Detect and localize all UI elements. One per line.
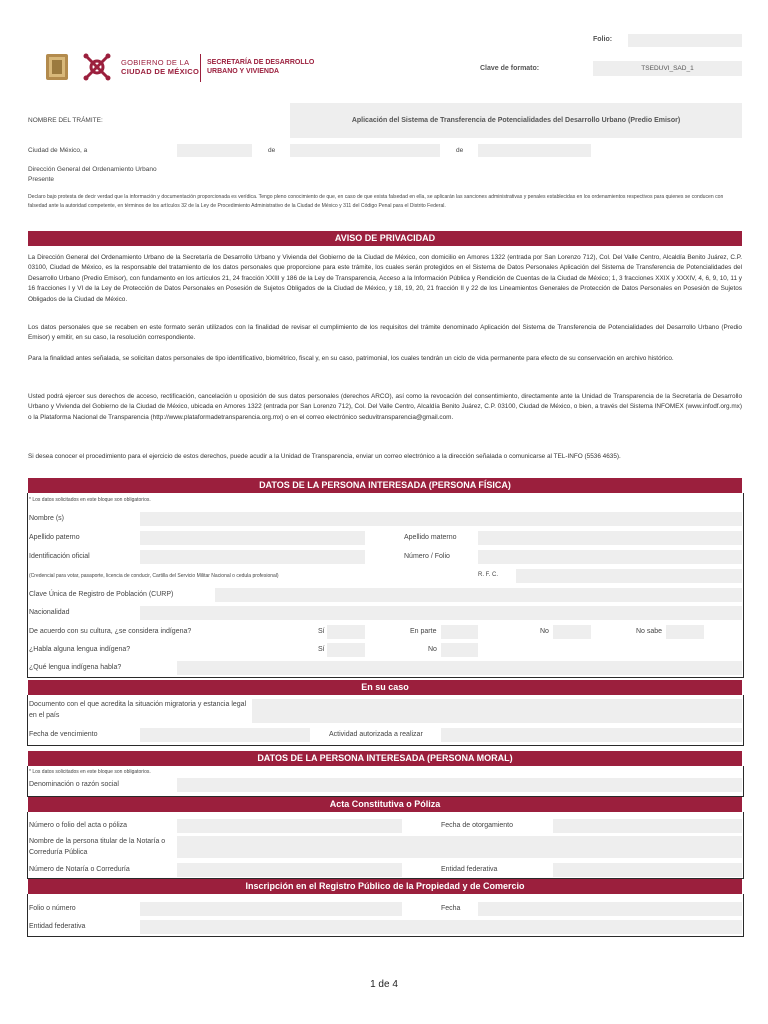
aviso-p1: La Dirección General del Ordenamiento Urbano de la Secretaría de Desarrollo Urbano y Vivienda del Gobierno de la Ciudad de México, con domicilio en Amores 1322 (entrada por San Lorenzo 712), Col. Del Valle Centro, Alcaldía Benito Juárez, C.P. 03100, Ciudad de México, es la responsable del tratamiento de los datos personales que proporcione para este trámite, los cuales serán protegidos en el Sistema de Datos Personales Aplicación del Sistema de Transferencia de Potencialidades del Desarrollo Urbano (Predio Emisor), con fundamento en los artículos 21, 24 fracción XXIII y 186 de la Ley de Transparencia, Acceso a la Información Pública y Rendición de Cuentas de la Ciudad de México; 1, 3 fracciones XXIX y XXXIV, 4, 6, 9, 10, 11 y 16 fracciones I y VI de la Ley de Protección de Datos Personales en Posesión de Sujetos Obligados de la Ciudad de México, y 18, 19, 20, 21 fracción II y 22 de los Lineamientos Generales de Protección de Datos Personales en Posesión de Sujetos Obligados de la Ciudad de México. [28, 254, 742, 303]
aviso-p3: Para la finalidad antes señalada, se solicitan datos personales de tipo identificativo, biométrico, fiscal y, en su caso, patrimonial, los cuales tendrán un ciclo de vida permanente para efecto de su conservación en archivo histórico. [28, 355, 674, 362]
indigena-si-label: Sí [318, 628, 325, 635]
credencial-note: (Credencial para votar, pasaporte, licencia de conducir, Cartilla del Servicio Militar Nacional o cedula profesional) [29, 573, 279, 579]
nacionalidad-field[interactable] [140, 606, 742, 620]
year-field[interactable] [478, 144, 591, 157]
registro-entidad-field[interactable] [140, 920, 742, 934]
tramite-value: Aplicación del Sistema de Transferencia de Potencialidades del Desarrollo Urbano (Predio Emisor) [290, 103, 742, 138]
actividad-field[interactable] [441, 728, 742, 742]
habla-no-field[interactable] [441, 643, 478, 657]
habla-no-label: No [428, 646, 437, 653]
registro-fecha-label: Fecha [441, 905, 461, 912]
indigena-enparte-label: En parte [410, 628, 437, 635]
paterno-label: Apellido paterno [29, 534, 80, 541]
curp-label: Clave Única de Registro de Población (CURP) [29, 591, 174, 598]
declaracion-text: Declaro bajo protesta de decir verdad que la información y documentación proporcionada es verídica. Tengo pleno conocimiento de que, en caso de que exista falsedad en ella, se aplicarán las sanciones administrativas y penales establecidas en los ordenamientos respectivos para quienes se conducen con falsedad ante la autoridad competente, en términos de los artículos 32 de la Ley de Procedimiento Administrativo de la Ciudad de México y 311 del Código Penal para el Distrito Federal. [28, 194, 724, 209]
registro-folio-field[interactable] [140, 902, 402, 916]
fisica-note: * Los datos solicitados en este bloque son obligatorios. [29, 497, 151, 503]
identificacion-label: Identificación oficial [29, 553, 90, 560]
page-number: 1 de 4 [370, 979, 398, 990]
sec-logo-text: SECRETARÍA DE DESARROLLO URBANO Y VIVIENDA [207, 59, 315, 75]
tramite-label: NOMBRE DEL TRÁMITE: [28, 117, 103, 124]
paterno-field[interactable] [140, 531, 365, 545]
de-label-2: de [456, 147, 464, 154]
rfc-field[interactable] [516, 569, 742, 583]
materno-field[interactable] [478, 531, 742, 545]
day-field[interactable] [177, 144, 252, 157]
gov-logo-text: GOBIERNO DE LA CIUDAD DE MÉXICO [121, 58, 200, 76]
destinatario: Dirección General del Ordenamiento Urbano Presente [28, 166, 157, 183]
coat-of-arms-icon [45, 52, 69, 82]
logo-divider [200, 54, 201, 82]
registro-fecha-field[interactable] [478, 902, 742, 916]
nacionalidad-label: Nacionalidad [29, 609, 70, 616]
curp-field[interactable] [215, 588, 742, 602]
num-notaria-field[interactable] [177, 863, 402, 877]
habla-question: ¿Habla alguna lengua indígena? [29, 646, 131, 653]
moral-note: * Los datos solicitados en este bloque son obligatorios. [29, 769, 151, 775]
registro-band: Inscripción en el Registro Público de la Propiedad y de Comercio [28, 879, 742, 894]
aviso-p4: Usted podrá ejercer sus derechos de acceso, rectificación, cancelación u oposición de sus datos personales (derechos ARCO), así como la revocación del consentimiento, directamente ante la Unidad de Transparencia de la Secretaría de Desarrollo Urbano y Vivienda del Gobierno de la Ciudad de México, ubicada en Amores 1322 (entrada por San Lorenzo 712), Col. Del Valle Centro, Alcaldía Benito Juárez, C.P. 03100, Ciudad de México, o bien, a través del Sistema INFOMEX (www.infodf.org.mx) o la Plataforma Nacional de Transparencia (http://www.plataformadetransparencia.org.mx) o en el correo electrónico seduvitransparencia@gmail.com. [28, 393, 742, 421]
folio-label: Folio: [593, 36, 613, 43]
acta-numero-field[interactable] [177, 819, 402, 833]
que-lengua-label: ¿Qué lengua indígena habla? [29, 664, 122, 671]
numero-folio-field[interactable] [478, 550, 742, 564]
habla-si-field[interactable] [327, 643, 365, 657]
acta-band: Acta Constitutiva o Póliza [28, 797, 742, 812]
indigena-si-field[interactable] [327, 625, 365, 639]
vencimiento-field[interactable] [140, 728, 310, 742]
identificacion-field[interactable] [140, 550, 365, 564]
aviso-p5: Si desea conocer el procedimiento para el ejercicio de estos derechos, puede acudir a la Unidad de Transparencia, enviar un correo electrónico a la dirección señalada o comunicarse al TEL-INFO (5536 4635). [28, 453, 621, 460]
fecha-otorgamiento-label: Fecha de otorgamiento [441, 822, 513, 829]
notario-field[interactable] [177, 836, 742, 858]
rfc-label: R. F. C. [478, 572, 499, 578]
month-field[interactable] [290, 144, 440, 157]
nombre-field[interactable] [140, 512, 742, 526]
registro-entidad-label: Entidad federativa [29, 923, 86, 930]
cdmx-logo-icon [80, 50, 114, 84]
indigena-question: De acuerdo con su cultura, ¿se considera indígena? [29, 628, 192, 635]
que-lengua-field[interactable] [177, 661, 742, 675]
denominacion-field[interactable] [177, 778, 742, 792]
vencimiento-label: Fecha de vencimiento [29, 731, 98, 738]
registro-folio-label: Folio o número [29, 905, 76, 912]
en-su-caso-band: En su caso [28, 680, 742, 695]
num-notaria-label: Número de Notaría o Correduría [29, 866, 130, 873]
acta-numero-label: Número o folio del acta o póliza [29, 822, 128, 829]
clave-label: Clave de formato: [480, 65, 540, 72]
nombre-label: Nombre (s) [29, 515, 65, 522]
documento-field[interactable] [252, 699, 742, 723]
habla-si-label: Sí [318, 646, 325, 653]
clave-field: TSEDUVI_SAD_1 [593, 61, 742, 76]
acta-entidad-field[interactable] [553, 863, 742, 877]
aviso-band: AVISO DE PRIVACIDAD [28, 231, 742, 246]
indigena-no-label: No [540, 628, 549, 635]
indigena-enparte-field[interactable] [441, 625, 478, 639]
acta-entidad-label: Entidad federativa [441, 866, 498, 873]
indigena-nosabe-field[interactable] [666, 625, 704, 639]
materno-label: Apellido materno [404, 534, 457, 541]
folio-field[interactable] [628, 34, 742, 47]
fisica-band: DATOS DE LA PERSONA INTERESADA (PERSONA FÍSICA) [28, 478, 742, 493]
actividad-label: Actividad autorizada a realizar [329, 731, 423, 738]
de-label-1: de [268, 147, 276, 154]
aviso-p2: Los datos personales que se recaben en este formato serán utilizados con la finalidad de revisar el cumplimiento de los requisitos del trámite denominado Aplicación del Sistema de Transferencia de Potencialidades del Desarrollo Urbano (Predio Emisor) y emitir, en su caso, la resolución correspondiente. [28, 324, 742, 342]
documento-label: Documento con el que acredita la situación migratoria y estancia legal en el país [29, 701, 247, 719]
fecha-otorgamiento-field[interactable] [553, 819, 742, 833]
denominacion-label: Denominación o razón social [29, 781, 119, 788]
ciudad-label: Ciudad de México, a [28, 147, 88, 154]
indigena-no-field[interactable] [553, 625, 591, 639]
numero-folio-label: Número / Folio [404, 553, 450, 560]
notario-label: Nombre de la persona titular de la Notaría o Correduría Pública [29, 838, 166, 856]
indigena-nosabe-label: No sabe [636, 628, 663, 635]
moral-band: DATOS DE LA PERSONA INTERESADA (PERSONA MORAL) [28, 751, 742, 766]
